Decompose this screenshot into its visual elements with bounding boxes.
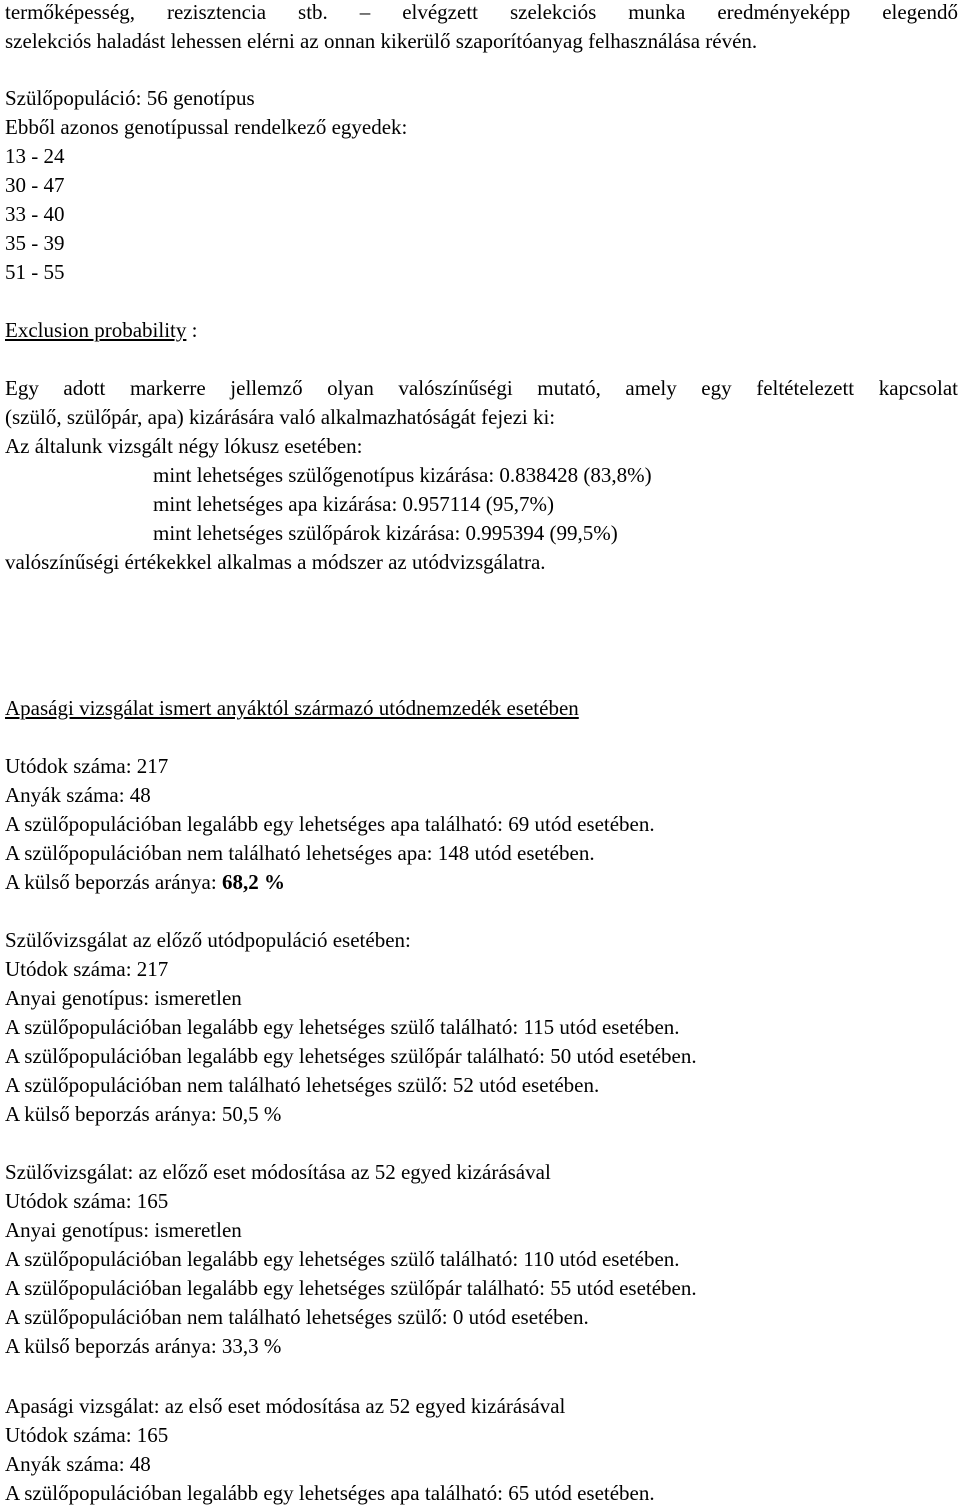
text-line: Utódok száma: 217 — [5, 754, 169, 778]
text-line: A szülőpopulációban nem található lehetséges szülő: 0 utód esetében. — [5, 1305, 589, 1329]
genotype-pair: 13 - 24 — [5, 144, 65, 168]
text-line: A külső beporzás aránya: 33,3 % — [5, 1334, 282, 1358]
text-line: A szülőpopulációban legalább egy lehetséges apa található: 69 utód esetében. — [5, 812, 655, 836]
exclusion-item: mint lehetséges szülőpárok kizárása: 0.995394 (99,5%) — [153, 521, 618, 545]
text-line: A szülőpopulációban legalább egy lehetséges apa található: 65 utód esetében. — [5, 1481, 655, 1505]
text-line: A szülőpopulációban legalább egy lehetséges szülő található: 115 utód esetében. — [5, 1015, 680, 1039]
intro-line-1: termőképesség, rezisztencia stb. – elvégzett szelekciós munka eredményeképp elegendő — [5, 0, 958, 24]
text-line: A szülőpopulációban legalább egy lehetséges szülő található: 110 utód esetében. — [5, 1247, 680, 1271]
exclusion-description-1: Egy adott markerre jellemző olyan valószínűségi mutató, amely egy feltételezett kapcsolat — [5, 376, 958, 400]
section-title: Szülővizsgálat az előző utódpopuláció esetében: — [5, 928, 411, 952]
exclusion-description-3: Az általunk vizsgált négy lókusz esetében: — [5, 434, 363, 458]
text-line: Anyák száma: 48 — [5, 783, 151, 807]
exclusion-conclusion: valószínűségi értékekkel alkalmas a módszer az utódvizsgálatra. — [5, 550, 546, 574]
text-line: A szülőpopulációban legalább egy lehetséges szülőpár található: 50 utód esetében. — [5, 1044, 697, 1068]
text-line: A külső beporzás aránya: 50,5 % — [5, 1102, 282, 1126]
genotype-pair: 30 - 47 — [5, 173, 65, 197]
text-line: A szülőpopulációban nem található lehetséges apa: 148 utód esetében. — [5, 841, 595, 865]
exclusion-description-2: (szülő, szülőpár, apa) kizárására való alkalmazhatóságát fejezi ki: — [5, 405, 556, 429]
pollination-ratio-label: A külső beporzás aránya: — [5, 870, 222, 894]
exclusion-heading-text: Exclusion probability — [5, 318, 187, 342]
text-line: Utódok száma: 165 — [5, 1189, 169, 1213]
text-line: Utódok száma: 217 — [5, 957, 169, 981]
section-title: Apasági vizsgálat: az első eset módosítása az 52 egyed kizárásával — [5, 1394, 566, 1418]
exclusion-item: mint lehetséges apa kizárása: 0.957114 (95,7%) — [153, 492, 555, 516]
pollination-ratio-value: 68,2 % — [221, 870, 285, 894]
exclusion-heading-suffix: : — [186, 318, 198, 342]
exclusion-heading — [5, 316, 198, 345]
text-line: A szülőpopulációban legalább egy lehetséges szülőpár található: 55 utód esetében. — [5, 1276, 697, 1300]
pollination-ratio-line — [5, 868, 285, 897]
text-line: Anyai genotípus: ismeretlen — [5, 1218, 242, 1242]
section-heading: Apasági vizsgálat ismert anyáktól származó utódnemzedék esetében — [5, 696, 579, 720]
genotype-pair: 51 - 55 — [5, 260, 65, 284]
text-line: Utódok száma: 165 — [5, 1423, 169, 1447]
section-title: Szülővizsgálat: az előző eset módosítása az 52 egyed kizárásával — [5, 1160, 551, 1184]
exclusion-item: mint lehetséges szülőgenotípus kizárása: 0.838428 (83,8%) — [153, 463, 652, 487]
text-line: Anyák száma: 48 — [5, 1452, 151, 1476]
parent-population-subtitle: Ebből azonos genotípussal rendelkező egyedek: — [5, 115, 408, 139]
text-line: A szülőpopulációban nem található lehetséges szülő: 52 utód esetében. — [5, 1073, 600, 1097]
genotype-pair: 33 - 40 — [5, 202, 65, 226]
text-line: Anyai genotípus: ismeretlen — [5, 986, 242, 1010]
parent-population-title: Szülőpopuláció: 56 genotípus — [5, 86, 255, 110]
genotype-pair: 35 - 39 — [5, 231, 65, 255]
intro-line-2: szelekciós haladást lehessen elérni az onnan kikerülő szaporítóanyag felhasználása révén. — [5, 29, 758, 53]
